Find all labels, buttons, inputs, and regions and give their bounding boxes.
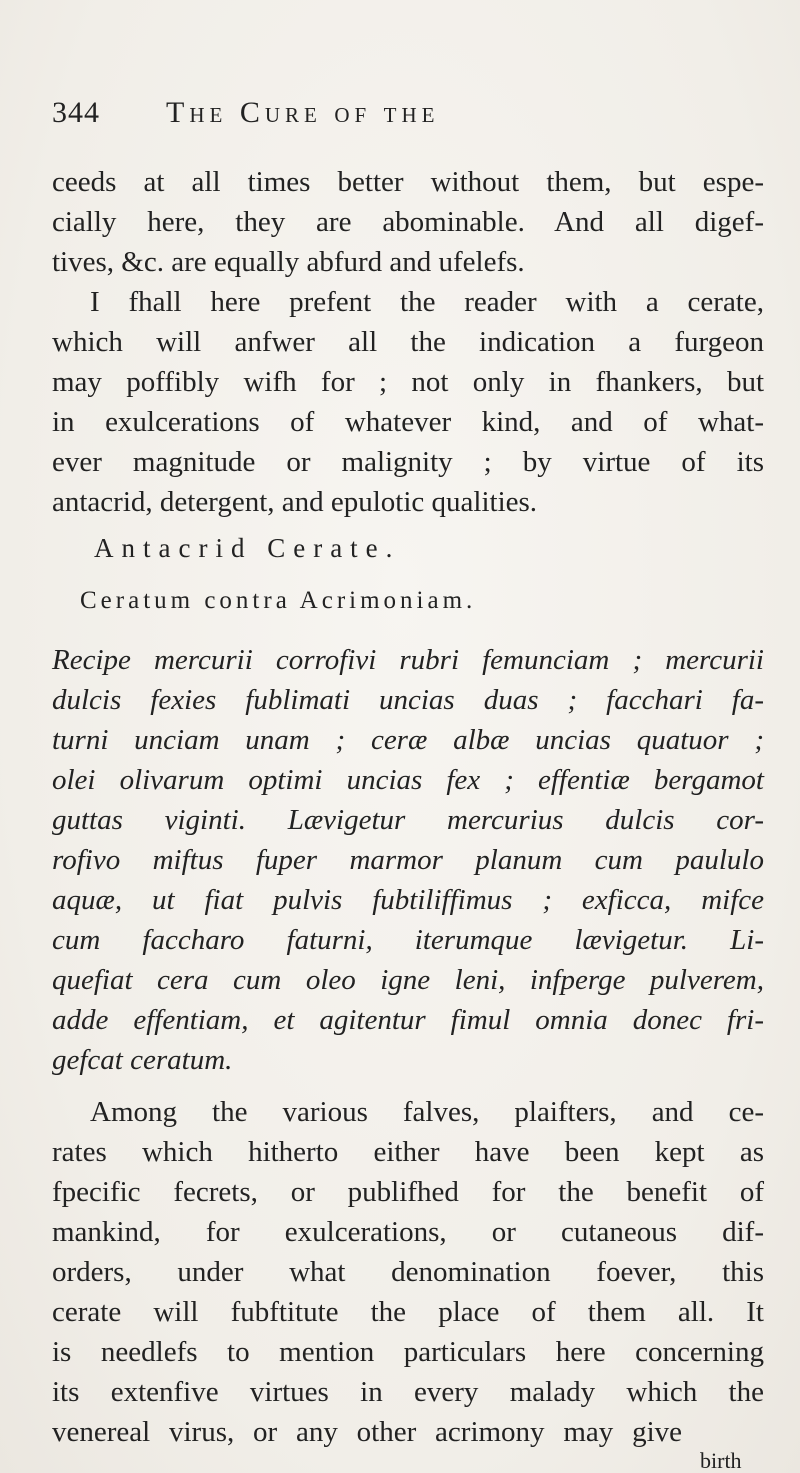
- page-header: [52, 96, 752, 140]
- section-heading: Antacrid Cerate.: [94, 533, 401, 563]
- catchword: birth: [700, 1448, 742, 1473]
- text-line: cerate will fubftitute the place of them all. It: [52, 1296, 764, 1328]
- text-line: rates which hitherto either have been kept as: [52, 1136, 764, 1168]
- text-line: cially here, they are abominable. And all digef-: [52, 206, 764, 238]
- text-line: antacrid, detergent, and epulotic qualities.: [52, 486, 538, 518]
- text-line: ceeds at all times better without them, but espe-: [52, 166, 764, 198]
- recipe-line: Recipe mercurii corrofivi rubri femunciam ; mercurii: [52, 644, 764, 676]
- text-line: its extenfive virtues in every malady which the: [52, 1376, 764, 1408]
- section-subheading: Ceratum contra Acrimoniam.: [80, 587, 477, 614]
- text-line: which will anfwer all the indication a furgeon: [52, 326, 764, 358]
- recipe-line: aquæ, ut fiat pulvis fubtiliffimus ; exficca, mifce: [52, 884, 764, 916]
- recipe-line: olei olivarum optimi uncias fex ; effentiæ bergamot: [52, 764, 764, 796]
- recipe-line: turni unciam unam ; ceræ albæ uncias quatuor ;: [52, 724, 764, 756]
- text-line: orders, under what denomination foever, this: [52, 1256, 764, 1288]
- text-line: may poffibly wifh for ; not only in fhankers, but: [52, 366, 764, 398]
- text-line: venereal virus, or any other acrimony may give: [52, 1416, 682, 1448]
- recipe-line: guttas viginti. Lævigetur mercurius dulcis cor-: [52, 804, 764, 836]
- recipe-line: gefcat ceratum.: [52, 1044, 233, 1076]
- recipe-line: adde effentiam, et agitentur fimul omnia donec fri-: [52, 1004, 764, 1036]
- text-line: tives, &c. are equally abfurd and ufelefs.: [52, 246, 525, 278]
- text-line: ever magnitude or malignity ; by virtue of its: [52, 446, 764, 478]
- page-number: 344: [52, 96, 100, 129]
- recipe-line: cum faccharo faturni, iterumque lævigetur. Li-: [52, 924, 764, 956]
- text-line: in exulcerations of whatever kind, and of what-: [52, 406, 764, 438]
- recipe-line: rofivo miftus fuper marmor planum cum paululo: [52, 844, 764, 876]
- text-line: I fhall here prefent the reader with a cerate,: [90, 286, 764, 318]
- text-line: is needlefs to mention particulars here concerning: [52, 1336, 764, 1368]
- running-head: The Cure of the: [166, 96, 440, 129]
- text-line: mankind, for exulcerations, or cutaneous dif-: [52, 1216, 764, 1248]
- text-line: fpecific fecrets, or publifhed for the benefit of: [52, 1176, 764, 1208]
- text-line: Among the various falves, plaifters, and ce-: [90, 1096, 764, 1128]
- recipe-line: quefiat cera cum oleo igne leni, infperge pulverem,: [52, 964, 764, 996]
- recipe-line: dulcis fexies fublimati uncias duas ; facchari fa-: [52, 684, 764, 716]
